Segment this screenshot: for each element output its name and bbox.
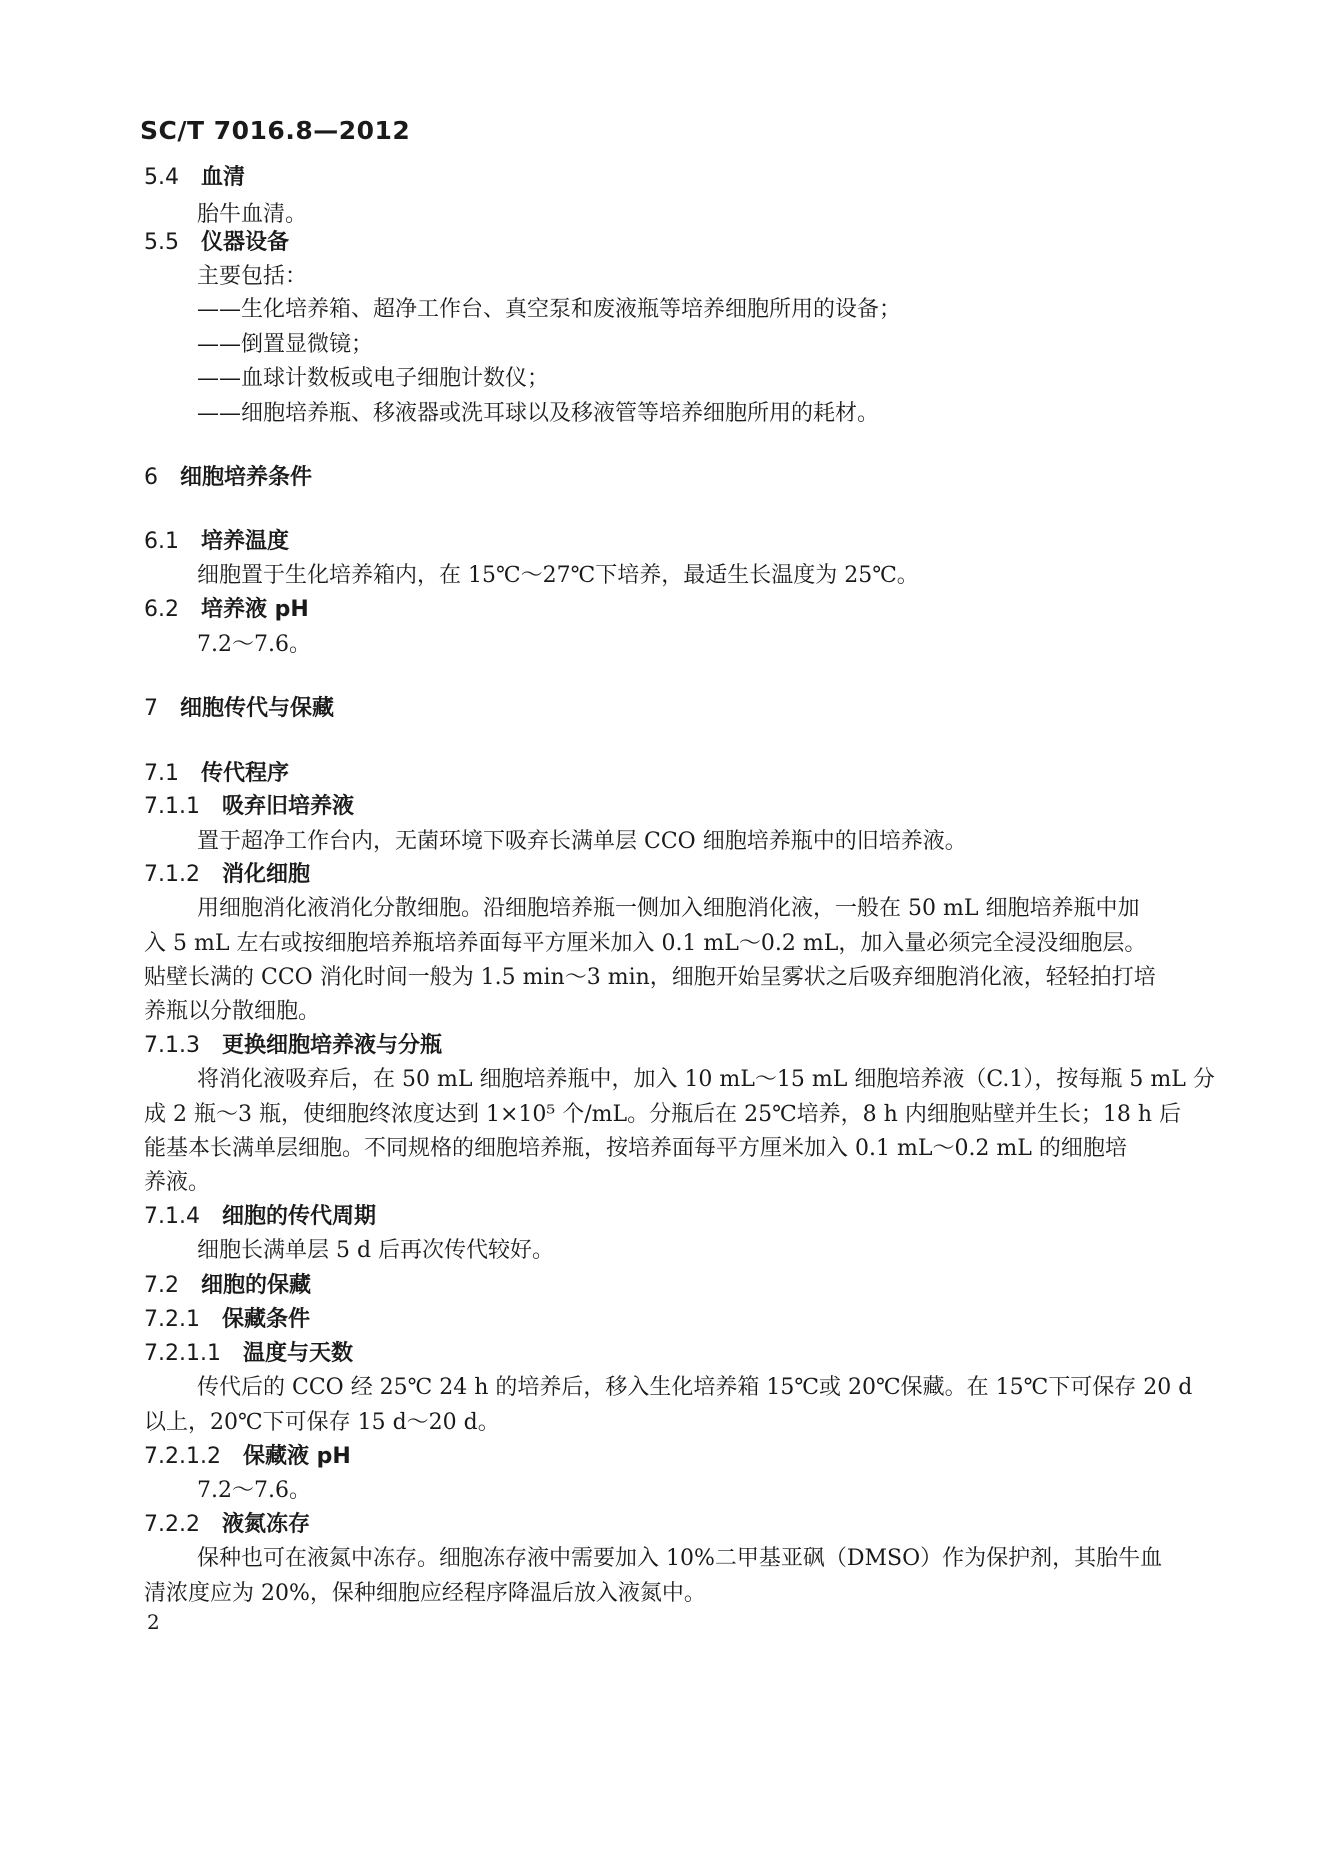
heading-title: 传代程序 xyxy=(201,761,290,786)
heading-7-2-1-1 xyxy=(144,1336,353,1367)
heading-7-1-3 xyxy=(144,1028,442,1059)
heading-number: 7.1.3 xyxy=(144,1033,200,1058)
heading-title: 细胞传代与保藏 xyxy=(180,696,335,721)
paragraph-line: 传代后的 CCO 经 25℃ 24 h 的培养后，移入生化培养箱 15℃或 20℃保藏。在 15℃下可保存 20 d xyxy=(197,1375,1193,1400)
heading-title: 细胞培养条件 xyxy=(180,465,313,490)
page-number: 2 xyxy=(147,1610,160,1634)
paragraph: 细胞长满单层 5 d 后再次传代较好。 xyxy=(197,1238,555,1263)
paragraph-line: 以上，20℃下可保存 15 d～20 d。 xyxy=(144,1410,500,1435)
heading-number: 7.2.1 xyxy=(144,1307,200,1332)
paragraph-line: 用细胞消化液消化分散细胞。沿细胞培养瓶一侧加入细胞消化液，一般在 50 mL 细胞培养瓶中加 xyxy=(197,896,1140,921)
heading-title: 培养温度 xyxy=(201,529,290,554)
list-item: ——血球计数板或电子细胞计数仪； xyxy=(197,366,550,391)
paragraph-line: 养液。 xyxy=(144,1170,211,1195)
heading-7-2-2 xyxy=(144,1507,310,1538)
heading-number: 7.2.1.1 xyxy=(144,1341,221,1366)
heading-number: 7.1.1 xyxy=(144,794,200,819)
heading-5-4 xyxy=(144,160,245,191)
paragraph-line: 将消化液吸弃后，在 50 mL 细胞培养瓶中，加入 10 mL～15 mL 细胞培养液（C.1），按每瓶 5 mL 分 xyxy=(197,1067,1215,1092)
heading-7-1-4 xyxy=(144,1199,376,1230)
paragraph-line: 养瓶以分散细胞。 xyxy=(144,999,321,1024)
heading-title: 吸弃旧培养液 xyxy=(221,794,354,819)
heading-7-2 xyxy=(144,1268,311,1299)
heading-7-1-2 xyxy=(144,857,310,888)
heading-title: 保藏液 pH xyxy=(242,1444,351,1469)
paragraph-line: 保种也可在液氮中冻存。细胞冻存液中需要加入 10%二甲基亚砜（DMSO）作为保护剂，其胎牛血 xyxy=(197,1546,1163,1571)
paragraph-line: 入 5 mL 左右或按细胞培养瓶培养面每平方厘米加入 0.1 mL～0.2 mL，加入量必须完全浸没细胞层。 xyxy=(144,931,1147,956)
heading-number: 7 xyxy=(144,696,158,721)
paragraph: 置于超净工作台内，无菌环境下吸弃长满单层 CCO 细胞培养瓶中的旧培养液。 xyxy=(197,829,967,854)
heading-title: 细胞的保藏 xyxy=(201,1273,312,1298)
heading-title: 温度与天数 xyxy=(242,1341,353,1366)
heading-7-1-1 xyxy=(144,789,354,820)
list-item: ——倒置显微镜； xyxy=(197,332,374,357)
heading-number: 6 xyxy=(144,465,158,490)
heading-title: 仪器设备 xyxy=(201,230,290,255)
heading-number: 7.1.4 xyxy=(144,1204,200,1229)
heading-number: 7.2.1.2 xyxy=(144,1444,221,1469)
heading-number: 7.1 xyxy=(144,761,179,786)
heading-title: 液氮冻存 xyxy=(221,1512,310,1537)
heading-number: 6.1 xyxy=(144,529,179,554)
heading-6-1 xyxy=(144,524,289,555)
heading-6-2 xyxy=(144,592,309,623)
paragraph-line: 能基本长满单层细胞。不同规格的细胞培养瓶，按培养面每平方厘米加入 0.1 mL～0.2 mL 的细胞培 xyxy=(144,1136,1127,1161)
paragraph: 7.2～7.6。 xyxy=(197,632,311,657)
heading-title: 更换细胞培养液与分瓶 xyxy=(221,1033,442,1058)
heading-7 xyxy=(144,691,334,722)
paragraph-line: 清浓度应为 20%，保种细胞应经程序降温后放入液氮中。 xyxy=(144,1581,706,1606)
heading-7-2-1-2 xyxy=(144,1439,351,1470)
paragraph: 主要包括： xyxy=(197,264,308,289)
heading-7-1 xyxy=(144,756,289,787)
heading-number: 7.2 xyxy=(144,1273,179,1298)
heading-number: 6.2 xyxy=(144,597,179,622)
heading-title: 消化细胞 xyxy=(221,862,310,887)
paragraph-line: 贴壁长满的 CCO 消化时间一般为 1.5 min～3 min，细胞开始呈雾状之后吸弃细胞消化液，轻轻拍打培 xyxy=(144,965,1156,990)
paragraph: 胎牛血清。 xyxy=(197,202,308,227)
heading-6 xyxy=(144,460,312,491)
paragraph: 细胞置于生化培养箱内，在 15℃～27℃下培养，最适生长温度为 25℃。 xyxy=(197,563,919,588)
heading-number: 7.2.2 xyxy=(144,1512,200,1537)
heading-title: 培养液 pH xyxy=(201,597,309,622)
list-item: ——生化培养箱、超净工作台、真空泵和废液瓶等培养细胞所用的设备； xyxy=(197,297,902,322)
list-item: ——细胞培养瓶、移液器或洗耳球以及移液管等培养细胞所用的耗材。 xyxy=(197,401,880,426)
heading-7-2-1 xyxy=(144,1302,310,1333)
heading-number: 7.1.2 xyxy=(144,862,200,887)
heading-number: 5.4 xyxy=(144,165,179,190)
standard-code: SC/T 7016.8—2012 xyxy=(140,116,411,145)
paragraph: 7.2～7.6。 xyxy=(197,1478,311,1503)
heading-title: 保藏条件 xyxy=(221,1307,310,1332)
heading-5-5 xyxy=(144,225,289,256)
heading-title: 血清 xyxy=(201,165,246,190)
paragraph-line: 成 2 瓶～3 瓶，使细胞终浓度达到 1×10⁵ 个/mL。分瓶后在 25℃培养，8 h 内细胞贴壁并生长；18 h 后 xyxy=(144,1102,1181,1127)
heading-number: 5.5 xyxy=(144,230,179,255)
heading-title: 细胞的传代周期 xyxy=(221,1204,376,1229)
